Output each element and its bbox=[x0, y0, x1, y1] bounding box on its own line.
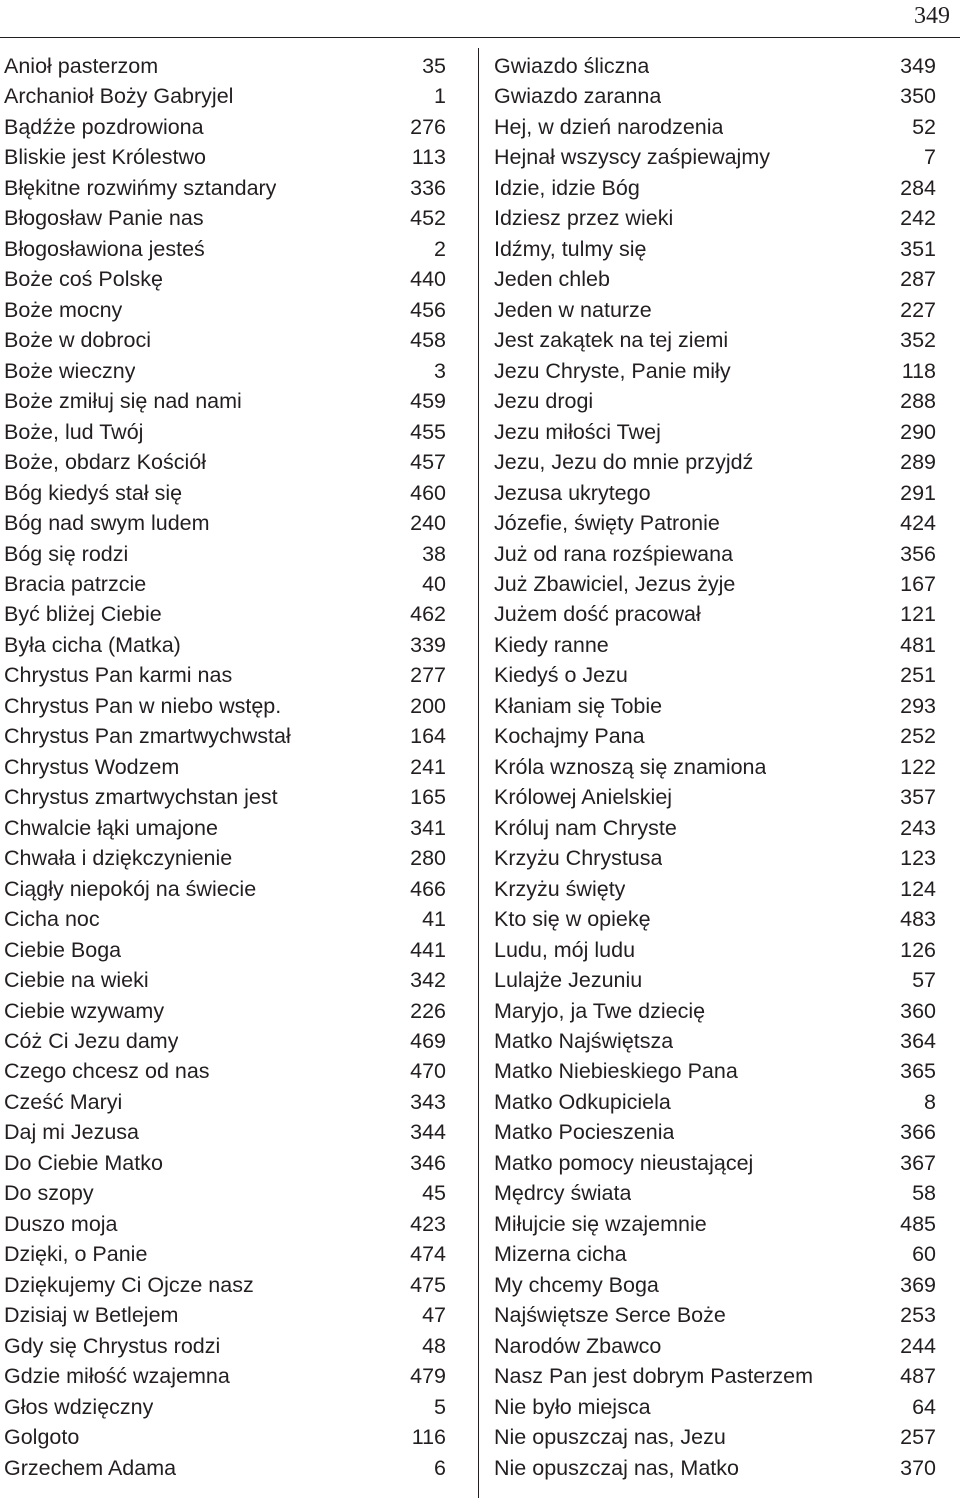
entry-title: Ciebie Boga bbox=[4, 937, 122, 962]
entry-title: Hejnał wszyscy zaśpiewajmy bbox=[494, 145, 770, 170]
index-entry bbox=[494, 356, 936, 386]
index-entry bbox=[4, 752, 446, 782]
entry-title: Krzyżu święty bbox=[494, 876, 626, 901]
entry-page-number: 3 bbox=[434, 358, 446, 383]
entry-page-number: 165 bbox=[410, 785, 446, 810]
entry-title: Najświętsze Serce Boże bbox=[494, 1303, 726, 1328]
entry-title: Cicha noc bbox=[4, 907, 100, 932]
entry-page-number: 243 bbox=[900, 815, 936, 840]
entry-title: Narodów Zbawco bbox=[494, 1333, 662, 1358]
index-entry bbox=[494, 325, 936, 355]
index-entry bbox=[494, 1422, 936, 1452]
index-entry bbox=[494, 1056, 936, 1086]
entry-title: Ciebie wzywamy bbox=[4, 998, 165, 1023]
entry-page-number: 341 bbox=[410, 815, 446, 840]
entry-title: Kiedy ranne bbox=[494, 632, 609, 657]
entry-page-number: 242 bbox=[900, 206, 936, 231]
index-entry bbox=[494, 660, 936, 690]
entry-page-number: 227 bbox=[900, 297, 936, 322]
entry-page-number: 284 bbox=[900, 175, 936, 200]
entry-title: Matko Najświętsza bbox=[494, 1029, 674, 1053]
entry-page-number: 455 bbox=[410, 419, 446, 444]
entry-page-number: 116 bbox=[411, 1425, 446, 1450]
index-entry bbox=[494, 691, 936, 721]
index-entry bbox=[4, 1178, 446, 1208]
entry-title: Kto się w opiekę bbox=[494, 907, 651, 932]
entry-title: Idzie, idzie Bóg bbox=[494, 175, 640, 200]
entry-page-number: 367 bbox=[900, 1150, 936, 1175]
entry-page-number: 336 bbox=[410, 175, 446, 200]
index-entry bbox=[4, 142, 446, 172]
index-entry bbox=[494, 112, 936, 142]
page-number: 349 bbox=[914, 3, 950, 29]
entry-page-number: 291 bbox=[900, 480, 936, 505]
entry-page-number: 288 bbox=[900, 389, 936, 414]
index-entry bbox=[494, 173, 936, 203]
entry-title: Dzisiaj w Betlejem bbox=[4, 1303, 179, 1328]
index-entry bbox=[494, 1148, 936, 1178]
entry-title: Idźmy, tulmy się bbox=[494, 236, 647, 261]
index-entry bbox=[4, 173, 446, 203]
entry-page-number: 52 bbox=[912, 114, 936, 139]
entry-title: Boże, obdarz Kościół bbox=[4, 450, 206, 475]
entry-title: Archanioł Boży Gabryjel bbox=[4, 84, 234, 109]
entry-title: Ciągły niepokój na świecie bbox=[4, 876, 257, 901]
index-entry bbox=[4, 1392, 446, 1422]
entry-page-number: 58 bbox=[912, 1181, 936, 1206]
entry-title: Ludu, mój ludu bbox=[494, 937, 636, 962]
index-entry bbox=[494, 996, 936, 1026]
entry-page-number: 241 bbox=[410, 754, 446, 779]
entry-title: Boże w dobroci bbox=[4, 328, 151, 353]
entry-title: Jest zakątek na tej ziemi bbox=[494, 328, 729, 353]
entry-title: Cześć Maryi bbox=[4, 1089, 123, 1114]
entry-title: Jezu Chryste, Panie miły bbox=[494, 358, 731, 383]
entry-page-number: 456 bbox=[410, 297, 446, 322]
entry-title: Błękitne rozwińmy sztandary bbox=[4, 175, 277, 200]
entry-title: Chwała i dziękczynienie bbox=[4, 846, 233, 871]
entry-title: Boże, lud Twój bbox=[4, 419, 144, 444]
entry-title: Hej, w dzień narodzenia bbox=[494, 114, 724, 139]
index-entry bbox=[494, 51, 936, 81]
entry-title: Kiedyś o Jezu bbox=[494, 663, 628, 688]
entry-title: Lulajże Jezuniu bbox=[494, 968, 643, 993]
index-entry bbox=[4, 874, 446, 904]
entry-page-number: 475 bbox=[410, 1272, 446, 1297]
index-entry bbox=[4, 325, 446, 355]
entry-page-number: 41 bbox=[422, 907, 446, 932]
entry-page-number: 167 bbox=[900, 571, 936, 596]
entry-title: Gdy się Chrystus rodzi bbox=[4, 1333, 221, 1358]
index-entry bbox=[494, 508, 936, 538]
entry-title: Głos wdzięczny bbox=[4, 1394, 154, 1419]
entry-title: Bliskie jest Królestwo bbox=[4, 145, 206, 170]
entry-title: Jezu drogi bbox=[494, 389, 594, 414]
entry-title: Czego chcesz od nas bbox=[4, 1059, 210, 1084]
entry-title: Chrystus zmartwychstan jest bbox=[4, 785, 278, 810]
index-entry bbox=[494, 630, 936, 660]
index-entry bbox=[4, 843, 446, 873]
entry-title: Maryjo, ja Twe dziecię bbox=[494, 998, 706, 1023]
index-entry bbox=[4, 935, 446, 965]
index-entry bbox=[494, 874, 936, 904]
entry-page-number: 276 bbox=[410, 114, 446, 139]
entry-title: Daj mi Jezusa bbox=[4, 1120, 140, 1145]
index-entry bbox=[4, 569, 446, 599]
entry-page-number: 7 bbox=[924, 145, 936, 170]
index-entry bbox=[4, 996, 446, 1026]
entry-title: Chrystus Pan w niebo wstęp. bbox=[4, 693, 282, 718]
entry-title: Już od rana rozśpiewana bbox=[494, 541, 734, 566]
entry-page-number: 360 bbox=[900, 998, 936, 1023]
index-entry bbox=[4, 904, 446, 934]
entry-page-number: 366 bbox=[900, 1120, 936, 1145]
entry-page-number: 440 bbox=[410, 267, 446, 292]
entry-page-number: 8 bbox=[924, 1089, 936, 1114]
index-entry bbox=[4, 112, 446, 142]
index-entry bbox=[4, 539, 446, 569]
entry-page-number: 118 bbox=[901, 358, 936, 383]
index-entry bbox=[4, 965, 446, 995]
index-entry bbox=[494, 295, 936, 325]
entry-page-number: 121 bbox=[900, 602, 936, 627]
index-entry bbox=[4, 51, 446, 81]
entry-title: Gdzie miłość wzajemna bbox=[4, 1364, 230, 1389]
entry-page-number: 290 bbox=[900, 419, 936, 444]
entry-page-number: 252 bbox=[900, 724, 936, 749]
index-entry bbox=[494, 1117, 936, 1147]
entry-title: Chwalcie łąki umajone bbox=[4, 815, 218, 840]
index-entry bbox=[4, 417, 446, 447]
entry-title: Grzechem Adama bbox=[4, 1455, 177, 1480]
entry-title: Bóg nad swym ludem bbox=[4, 511, 210, 536]
entry-title: Króluj nam Chryste bbox=[494, 815, 677, 840]
index-entry bbox=[494, 1087, 936, 1117]
entry-page-number: 38 bbox=[422, 541, 446, 566]
entry-page-number: 226 bbox=[410, 998, 446, 1023]
entry-title: Nie było miejsca bbox=[494, 1394, 651, 1419]
entry-page-number: 485 bbox=[900, 1211, 936, 1236]
entry-page-number: 487 bbox=[900, 1364, 936, 1389]
entry-title: Boże zmiłuj się nad nami bbox=[4, 389, 242, 414]
index-entry bbox=[4, 1117, 446, 1147]
entry-page-number: 459 bbox=[410, 389, 446, 414]
entry-page-number: 64 bbox=[912, 1394, 936, 1419]
index-entry bbox=[494, 539, 936, 569]
entry-page-number: 352 bbox=[900, 328, 936, 353]
entry-title: Krzyżu Chrystusa bbox=[494, 846, 663, 871]
index-entry bbox=[4, 813, 446, 843]
entry-title: Idziesz przez wieki bbox=[494, 206, 674, 231]
entry-page-number: 346 bbox=[410, 1150, 446, 1175]
index-entry bbox=[494, 1239, 936, 1269]
entry-page-number: 483 bbox=[900, 907, 936, 932]
entry-page-number: 60 bbox=[912, 1242, 936, 1267]
header-rule bbox=[0, 37, 960, 38]
index-entry bbox=[4, 234, 446, 264]
entry-page-number: 40 bbox=[422, 571, 446, 596]
index-entry bbox=[4, 1270, 446, 1300]
entry-title: Matko Odkupiciela bbox=[494, 1089, 671, 1114]
entry-page-number: 253 bbox=[900, 1303, 936, 1328]
index-entry bbox=[494, 142, 936, 172]
entry-page-number: 365 bbox=[900, 1059, 936, 1084]
index-entry bbox=[494, 965, 936, 995]
entry-title: Króla wznoszą się znamiona bbox=[494, 754, 767, 779]
index-entry bbox=[4, 1087, 446, 1117]
entry-title: Duszo moja bbox=[4, 1211, 118, 1236]
entry-page-number: 293 bbox=[900, 693, 936, 718]
index-entry bbox=[494, 234, 936, 264]
index-entry bbox=[4, 1331, 446, 1361]
entry-page-number: 240 bbox=[410, 511, 446, 536]
index-entry bbox=[494, 721, 936, 751]
entry-page-number: 123 bbox=[900, 846, 936, 871]
index-entry bbox=[4, 356, 446, 386]
entry-page-number: 6 bbox=[434, 1455, 446, 1480]
index-entry bbox=[494, 264, 936, 294]
entry-page-number: 481 bbox=[900, 632, 936, 657]
entry-page-number: 244 bbox=[900, 1333, 936, 1358]
index-entry bbox=[494, 1300, 936, 1330]
index-entry bbox=[4, 1056, 446, 1086]
entry-page-number: 423 bbox=[410, 1211, 446, 1236]
entry-page-number: 356 bbox=[900, 541, 936, 566]
entry-title: Boże coś Polskę bbox=[4, 267, 163, 292]
entry-title: Bądźże pozdrowiona bbox=[4, 114, 204, 139]
entry-page-number: 441 bbox=[410, 937, 446, 962]
entry-title: Dzięki, o Panie bbox=[4, 1242, 148, 1267]
entry-page-number: 458 bbox=[410, 328, 446, 353]
entry-title: Bóg się rodzi bbox=[4, 541, 129, 566]
entry-title: Chrystus Pan zmartwychwstał bbox=[4, 724, 291, 749]
index-entry bbox=[494, 1209, 936, 1239]
entry-title: Królowej Anielskiej bbox=[494, 785, 673, 810]
entry-page-number: 35 bbox=[422, 54, 446, 78]
entry-title: Być bliżej Ciebie bbox=[4, 602, 162, 627]
entry-page-number: 343 bbox=[410, 1089, 446, 1114]
index-entry bbox=[4, 1422, 446, 1452]
column-divider bbox=[478, 48, 479, 1498]
entry-page-number: 57 bbox=[912, 968, 936, 993]
entry-title: Bracia patrzcie bbox=[4, 571, 147, 596]
entry-title: Do Ciebie Matko bbox=[4, 1150, 163, 1175]
index-entry bbox=[4, 295, 446, 325]
index-entry bbox=[4, 660, 446, 690]
index-entry bbox=[4, 1148, 446, 1178]
entry-page-number: 200 bbox=[410, 693, 446, 718]
entry-page-number: 287 bbox=[900, 267, 936, 292]
index-entry bbox=[494, 1270, 936, 1300]
index-entry bbox=[494, 1453, 936, 1483]
entry-page-number: 126 bbox=[900, 937, 936, 962]
index-entry bbox=[4, 508, 446, 538]
entry-title: Mędrcy świata bbox=[494, 1181, 632, 1206]
entry-title: Ciebie na wieki bbox=[4, 968, 149, 993]
index-entry bbox=[4, 1026, 446, 1056]
index-entry bbox=[494, 599, 936, 629]
index-entry bbox=[494, 1361, 936, 1391]
entry-page-number: 5 bbox=[434, 1394, 446, 1419]
index-entry bbox=[494, 386, 936, 416]
entry-page-number: 466 bbox=[410, 876, 446, 901]
entry-title: Anioł pasterzom bbox=[4, 54, 159, 78]
index-entry bbox=[494, 1392, 936, 1422]
entry-title: Jezu miłości Twej bbox=[494, 419, 661, 444]
entry-title: Jużem dość pracował bbox=[494, 602, 701, 627]
entry-page-number: 122 bbox=[900, 754, 936, 779]
entry-title: Bóg kiedyś stał się bbox=[4, 480, 183, 505]
entry-page-number: 457 bbox=[410, 450, 446, 475]
index-entry bbox=[4, 1300, 446, 1330]
index-entry bbox=[494, 203, 936, 233]
entry-title: Już Zbawiciel, Jezus żyje bbox=[494, 571, 736, 596]
entry-title: Błogosławiona jesteś bbox=[4, 236, 205, 261]
index-entry bbox=[4, 782, 446, 812]
entry-page-number: 357 bbox=[900, 785, 936, 810]
index-entry bbox=[4, 264, 446, 294]
entry-page-number: 351 bbox=[900, 236, 936, 261]
entry-title: Matko pomocy nieustającej bbox=[494, 1150, 754, 1175]
index-column-right bbox=[494, 51, 936, 1483]
entry-page-number: 424 bbox=[900, 511, 936, 536]
entry-title: Miłujcie się wzajemnie bbox=[494, 1211, 707, 1236]
entry-title: Jezu, Jezu do mnie przyjdź bbox=[494, 450, 754, 475]
entry-page-number: 48 bbox=[422, 1333, 446, 1358]
entry-title: Nasz Pan jest dobrym Pasterzem bbox=[494, 1364, 814, 1389]
entry-title: Gwiazdo śliczna bbox=[494, 54, 650, 78]
entry-page-number: 339 bbox=[410, 632, 446, 657]
entry-page-number: 280 bbox=[410, 846, 446, 871]
entry-title: Była cicha (Matka) bbox=[4, 632, 181, 657]
index-entry bbox=[494, 1026, 936, 1056]
entry-title: Jeden chleb bbox=[494, 267, 610, 292]
index-entry bbox=[4, 1239, 446, 1269]
index-entry bbox=[494, 1331, 936, 1361]
entry-title: Boże wieczny bbox=[4, 358, 136, 383]
entry-page-number: 460 bbox=[410, 480, 446, 505]
entry-title: Matko Niebieskiego Pana bbox=[494, 1059, 738, 1084]
index-entry bbox=[494, 752, 936, 782]
index-entry bbox=[4, 630, 446, 660]
entry-page-number: 289 bbox=[900, 450, 936, 475]
entry-page-number: 251 bbox=[900, 663, 936, 688]
index-entry bbox=[4, 1453, 446, 1483]
entry-title: Józefie, święty Patronie bbox=[494, 511, 720, 536]
entry-title: Gwiazdo zaranna bbox=[494, 84, 662, 109]
index-entry bbox=[494, 1178, 936, 1208]
entry-title: Chrystus Pan karmi nas bbox=[4, 663, 233, 688]
index-column-left bbox=[4, 51, 446, 1483]
entry-title: Kłaniam się Tobie bbox=[494, 693, 663, 718]
entry-page-number: 470 bbox=[410, 1059, 446, 1084]
entry-title: My chcemy Boga bbox=[494, 1272, 659, 1297]
index-entry bbox=[4, 386, 446, 416]
entry-page-number: 47 bbox=[422, 1303, 446, 1328]
entry-title: Do szopy bbox=[4, 1181, 94, 1206]
entry-page-number: 257 bbox=[900, 1425, 936, 1450]
index-entry bbox=[494, 935, 936, 965]
entry-page-number: 2 bbox=[434, 236, 446, 261]
entry-page-number: 369 bbox=[900, 1272, 936, 1297]
entry-page-number: 277 bbox=[410, 663, 446, 688]
entry-title: Nie opuszczaj nas, Jezu bbox=[494, 1425, 726, 1450]
entry-title: Cóż Ci Jezu damy bbox=[4, 1029, 179, 1053]
index-entry bbox=[4, 1209, 446, 1239]
index-entry bbox=[494, 81, 936, 111]
entry-page-number: 349 bbox=[900, 54, 936, 78]
index-entry bbox=[4, 1361, 446, 1391]
index-entry bbox=[494, 569, 936, 599]
index-entry bbox=[494, 843, 936, 873]
entry-title: Jeden w naturze bbox=[494, 297, 652, 322]
index-entry bbox=[494, 478, 936, 508]
entry-page-number: 1 bbox=[434, 84, 446, 109]
entry-title: Kochajmy Pana bbox=[494, 724, 645, 749]
entry-page-number: 45 bbox=[422, 1181, 446, 1206]
index-entry bbox=[4, 721, 446, 751]
index-entry bbox=[494, 782, 936, 812]
entry-page-number: 164 bbox=[410, 724, 446, 749]
entry-title: Jezusa ukrytego bbox=[494, 480, 651, 505]
index-entry bbox=[4, 691, 446, 721]
index-entry bbox=[4, 478, 446, 508]
entry-title: Nie opuszczaj nas, Matko bbox=[494, 1455, 739, 1480]
entry-page-number: 350 bbox=[900, 84, 936, 109]
entry-title: Błogosław Panie nas bbox=[4, 206, 204, 231]
index-entry bbox=[4, 203, 446, 233]
index-entry bbox=[4, 599, 446, 629]
index-entry bbox=[494, 813, 936, 843]
entry-page-number: 370 bbox=[900, 1455, 936, 1480]
index-entry bbox=[494, 447, 936, 477]
index-entry bbox=[4, 81, 446, 111]
entry-page-number: 452 bbox=[410, 206, 446, 231]
index-entry bbox=[494, 904, 936, 934]
entry-title: Chrystus Wodzem bbox=[4, 754, 180, 779]
entry-page-number: 364 bbox=[900, 1029, 936, 1053]
entry-page-number: 342 bbox=[410, 968, 446, 993]
entry-title: Mizerna cicha bbox=[494, 1242, 627, 1267]
entry-page-number: 124 bbox=[900, 876, 936, 901]
entry-page-number: 344 bbox=[410, 1120, 446, 1145]
entry-page-number: 469 bbox=[410, 1029, 446, 1053]
entry-title: Matko Pocieszenia bbox=[494, 1120, 675, 1145]
entry-page-number: 113 bbox=[411, 145, 446, 170]
entry-title: Boże mocny bbox=[4, 297, 123, 322]
entry-title: Dziękujemy Ci Ojcze nasz bbox=[4, 1272, 254, 1297]
index-entry bbox=[494, 417, 936, 447]
entry-page-number: 474 bbox=[410, 1242, 446, 1267]
index-entry bbox=[4, 447, 446, 477]
entry-page-number: 462 bbox=[410, 602, 446, 627]
entry-page-number: 479 bbox=[410, 1364, 446, 1389]
entry-title: Golgoto bbox=[4, 1425, 80, 1450]
